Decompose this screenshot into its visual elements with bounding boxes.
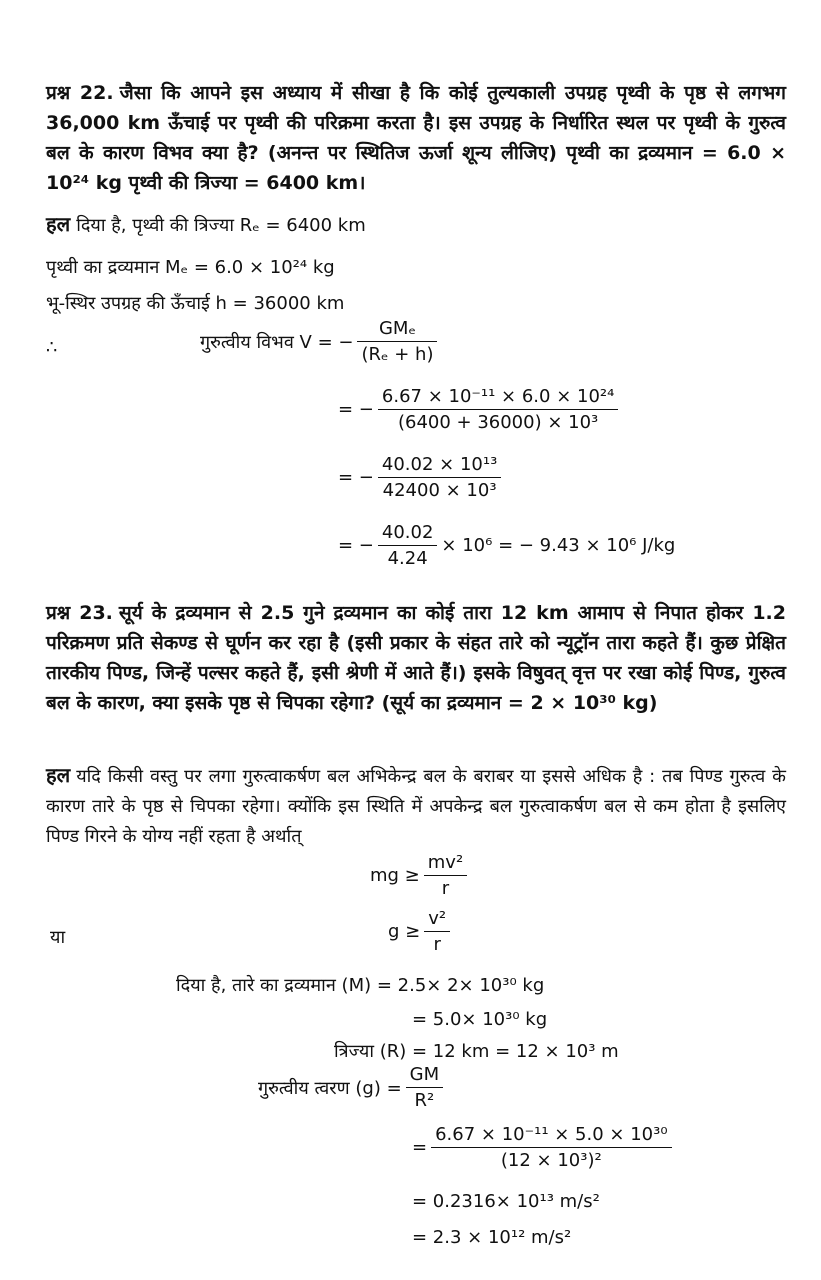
inequality-1-denominator: r: [441, 878, 450, 899]
step-4-prefix: = −: [338, 535, 374, 556]
star-radius-line: त्रिज्या (R) = 12 km = 12 × 10³ m: [334, 1041, 619, 1062]
solution-23-paragraph: [46, 760, 786, 852]
solution-22-given-radius: [46, 212, 366, 238]
step-3-prefix: = −: [338, 467, 374, 488]
inequality-1-prefix: mg ≥: [370, 865, 420, 886]
step-4-fraction: [378, 522, 438, 569]
step-2-numerator: 6.67 × 10⁻¹¹ × 6.0 × 10²⁴: [378, 386, 618, 410]
step-3-denominator: 42400 × 10³: [382, 480, 497, 501]
given-mass: पृथ्वी का द्रव्यमान Mₑ = 6.0 × 10²⁴ kg: [46, 257, 335, 278]
gravity-result-1: = 0.2316× 10¹³ m/s²: [412, 1191, 600, 1212]
gravity-sub-prefix: =: [412, 1137, 428, 1158]
inequality-2-numerator: v²: [424, 908, 450, 932]
ya-word: या: [50, 927, 66, 948]
step-2-fraction: [378, 386, 618, 433]
gravity-result-2: = 2.3 × 10¹² m/s²: [412, 1227, 572, 1248]
solution-23-text: यदि किसी वस्तु पर लगा गुरुत्वाकर्षण बल अभिकेन्द्र बल के बराबर या इससे अधिक है : तब पिण्ड गुरुत्व के कारण तारे के पृष्ठ से चिपका रहेगा। क्योंकि इस स्थिति में अपकेन्द्र बल गुरुत्वाकर्षण बल से कम होता है इसलिए पिण्ड गिरने के योग्य नहीं रहता है अर्थात्: [46, 766, 786, 847]
gravity-prefix: गुरुत्वीय त्वरण (g) =: [258, 1077, 402, 1099]
step-1-fraction: [357, 318, 437, 365]
question-23: [46, 598, 786, 718]
solution-22-hal: हल: [46, 212, 71, 236]
gravity-sub-numerator: 6.67 × 10⁻¹¹ × 5.0 × 10³⁰: [431, 1124, 671, 1148]
inequality-2: [388, 908, 450, 955]
gravity-sub-fraction: [431, 1124, 671, 1171]
question-22-label: प्रश्न 22.: [46, 82, 114, 104]
question-22-text: जैसा कि आपने इस अध्याय में सीखा है कि कोई तुल्यकाली उपग्रह पृथ्वी के पृष्ठ से लगभग 36,000 km ऊँचाई पर पृथ्वी की परिक्रमा करता है। इस उपग्रह के निर्धारित स्थल पर पृथ्वी के गुरुत्व बल के कारण विभव क्या है? (अनन्त पर स्थितिज ऊर्जा शून्य लीजिए) पृथ्वी का द्रव्यमान = 6.0 × 10²⁴ kg पृथ्वी की त्रिज्या = 6400 km।: [46, 82, 786, 194]
question-23-text: सूर्य के द्रव्यमान से 2.5 गुने द्रव्यमान का कोई तारा 12 km आमाप से निपात होकर 1.2 परिक्रमण प्रति सेकण्ड से घूर्णन कर रहा है (इसी प्रकार के संहत तारे को न्यूट्रॉन तारा कहते हैं। कुछ प्रेक्षित तारकीय पिण्ड, जिन्हें पल्सर कहते हैं, इसी श्रेणी में आते हैं।) इसके विषुवत् वृत्त पर रखा कोई पिण्ड, गुरुत्व बल के कारण, क्या इसके पृष्ठ से चिपका रहेगा? (सूर्य का द्रव्यमान = 2 × 10³⁰ kg): [46, 602, 786, 714]
step-4-result: × 10⁶ = − 9.43 × 10⁶ J/kg: [441, 535, 676, 556]
gravity-denominator: R²: [414, 1090, 435, 1111]
gravity-fraction: [406, 1064, 443, 1111]
step-4-denominator: 4.24: [387, 548, 428, 569]
gravity-formula: [258, 1064, 443, 1111]
gravity-sub-denominator: (12 × 10³)²: [500, 1150, 602, 1171]
inequality-2-fraction: [424, 908, 450, 955]
inequality-1: [370, 852, 467, 899]
given-height: भू-स्थिर उपग्रह की ऊँचाई h = 36000 km: [46, 293, 345, 314]
solution-22-step-4: [338, 522, 675, 569]
star-mass-line: दिया है, तारे का द्रव्यमान (M) = 2.5× 2× 10³⁰ kg: [176, 975, 545, 996]
inequality-2-denominator: r: [433, 934, 441, 955]
solution-22-step-1: [200, 318, 437, 365]
gravity-numerator: GM: [406, 1064, 443, 1088]
solution-22-step-3: [338, 454, 501, 501]
question-23-label: प्रश्न 23.: [46, 602, 113, 624]
inequality-1-numerator: mv²: [424, 852, 467, 876]
step-3-numerator: 40.02 × 10¹³: [378, 454, 501, 478]
gravity-substitution: [412, 1124, 672, 1171]
inequality-1-fraction: [424, 852, 467, 899]
question-22: [46, 78, 786, 198]
solution-23-hal: हल: [46, 763, 71, 787]
star-mass-line-2: = 5.0× 10³⁰ kg: [412, 1009, 548, 1030]
step-1-denominator: (Rₑ + h): [361, 344, 434, 365]
step-3-fraction: [378, 454, 501, 501]
therefore-symbol: ∴: [46, 337, 58, 358]
given-radius-text: दिया है, पृथ्वी की त्रिज्या Rₑ = 6400 km: [76, 215, 366, 236]
step-4-numerator: 40.02: [378, 522, 438, 546]
step-1-prefix: गुरुत्वीय विभव V = −: [200, 331, 354, 353]
step-1-numerator: GMₑ: [357, 318, 437, 342]
step-2-prefix: = −: [338, 399, 374, 420]
inequality-2-prefix: g ≥: [388, 921, 421, 942]
solution-22-step-2: [338, 386, 618, 433]
step-2-denominator: (6400 + 36000) × 10³: [397, 412, 599, 433]
